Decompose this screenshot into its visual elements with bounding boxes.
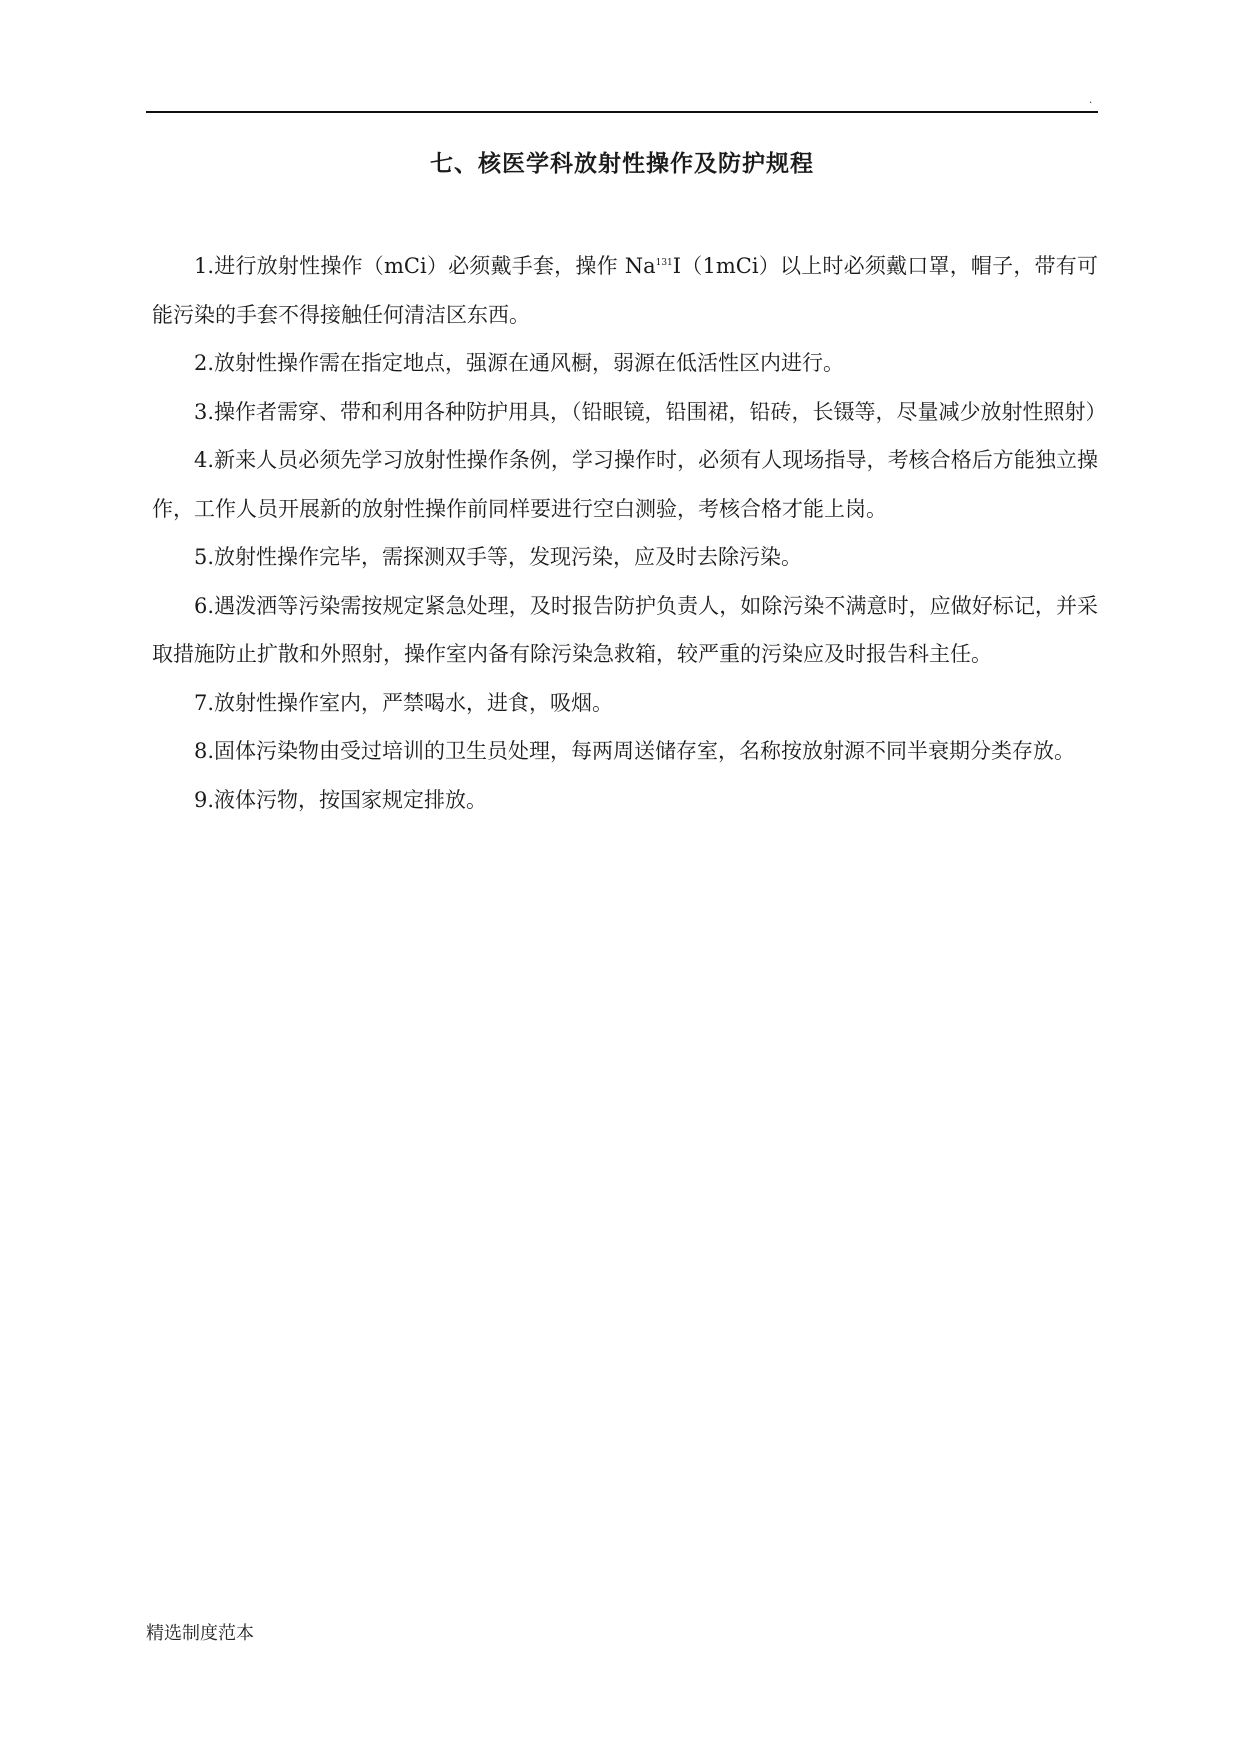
rule-item-1	[152, 242, 1098, 339]
header-mark: .	[1089, 95, 1093, 106]
header-rule	[146, 111, 1098, 113]
footer-label: 精选制度范本	[146, 1623, 254, 1644]
rule-item-2: 2.放射性操作需在指定地点，强源在通风橱，弱源在低活性区内进行。	[194, 351, 845, 375]
rule-item-5: 5.放射性操作完毕，需探测双手等，发现污染，应及时去除污染。	[194, 545, 803, 569]
rule-item-9: 9.液体污物，按国家规定排放。	[194, 787, 488, 812]
rule-item-4: 4.新来人员必须先学习放射性操作条例，学习操作时，必须有人现场指导，考核合格后方能独立操作，工作人员开展新的放射性操作前同样要进行空白测验，考核合格才能上岗。	[152, 448, 1098, 521]
rule-item-6: 6.遇泼洒等污染需按规定紧急处理，及时报告防护负责人，如除污染不满意时，应做好标记，并采取措施防止扩散和外照射，操作室内备有除污染急救箱，较严重的污染应及时报告科主任。	[152, 593, 1098, 666]
document-title: 七、核医学科放射性操作及防护规程	[430, 151, 814, 177]
isotope-superscript: 131	[655, 258, 673, 268]
document-body	[152, 242, 1107, 824]
rule-item-3: 3.操作者需穿、带和利用各种防护用具，（铅眼镜，铅围裙，铅砖，长镊等，尽量减少放射性照射）	[194, 399, 1107, 424]
rule-item-1-text-b: I（1mCi）以上时必须戴口罩，帽子，带有可能污染的手套不得接触任何清洁区东西。	[152, 254, 1098, 327]
rule-item-8: 8.固体污染物由受过培训的卫生员处理，每两周送储存室，名称按放射源不同半衰期分类存放。	[194, 739, 1076, 763]
rule-item-7: 7.放射性操作室内，严禁喝水，进食，吸烟。	[194, 690, 614, 715]
rule-item-1-text-a: 1.进行放射性操作（mCi）必须戴手套，操作 Na	[194, 254, 656, 278]
